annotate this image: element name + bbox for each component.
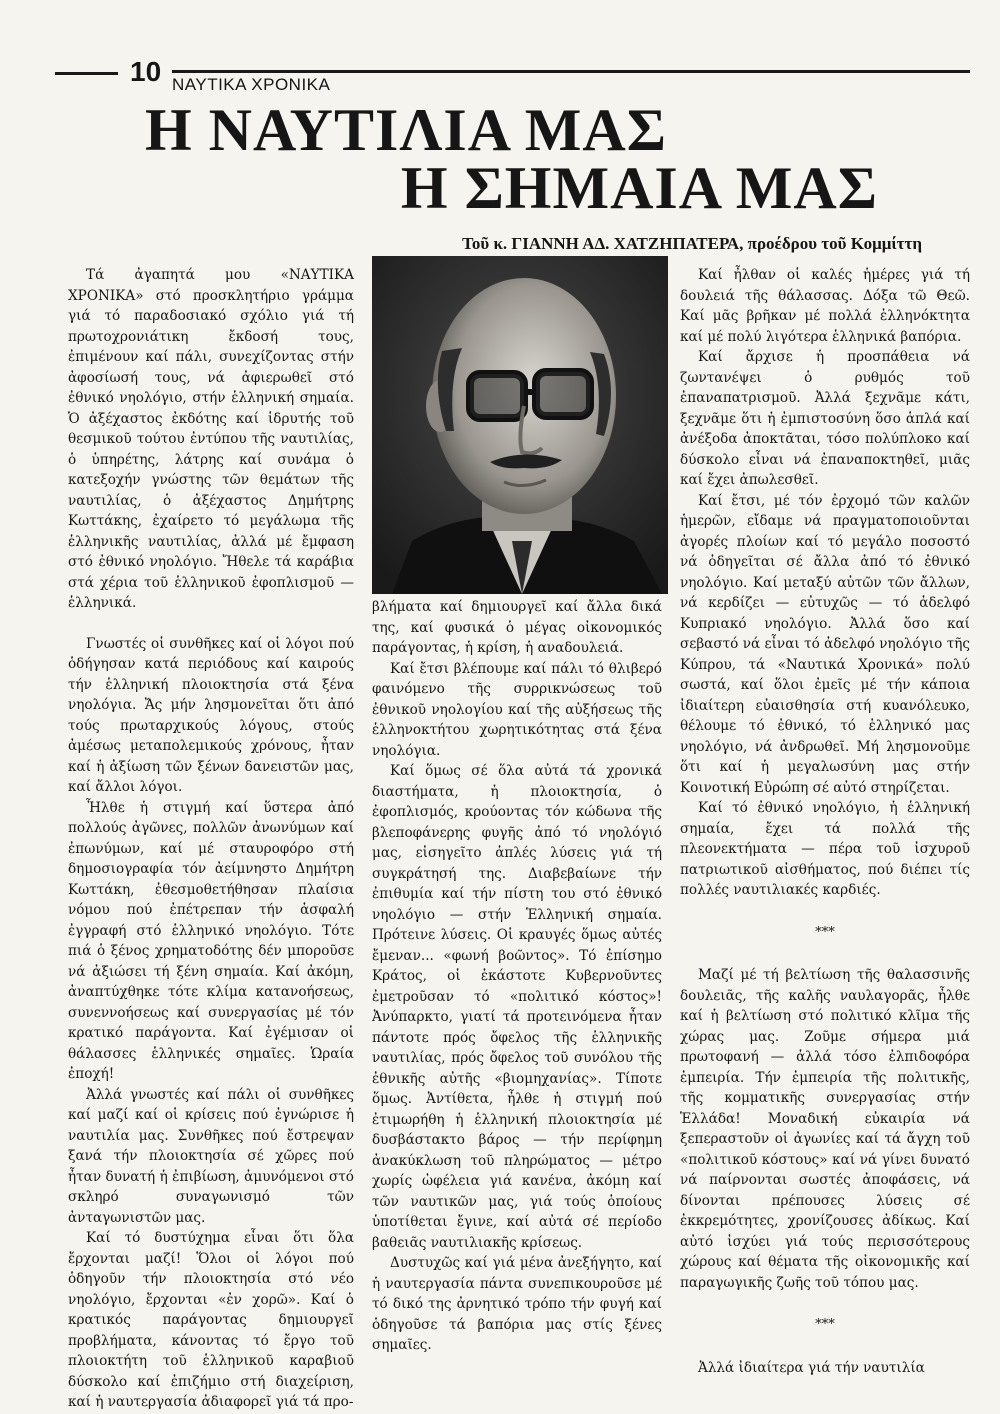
paragraph: Ἀλλά ἰδιαίτερα γιά τήν ναυτιλία [698,1359,925,1376]
byline: Τοῦ κ. ΓΙΑΝΝΗ ΑΔ. ΧΑΤΖΗΠΑΤΕΡΑ, προέδρου τοῦ Κομμίττη [462,234,922,253]
paragraph: Ἀλλά γνωστές καί πάλι οἱ συνθῆκες καί μαζί καί οἱ κρίσεις πού ἐγνώρισε ἡ ναυτιλία μας. Συνθῆκες πού ἔστρεψαν ξανά τήν πλοιοκτησία σέ χῶρες πού ἦταν δυνατή ἡ ἐπιβίωση, ἀμυνόμενοι στό σκληρό συναγωνισμό τῶν ἀνταγωνιστῶν μας. [68,1086,354,1226]
paragraph: Καί τό δυστύχημα εἶναι ὅτι ὅλα ἔρχονται μαζί! Ὅλοι οἱ λόγοι πού ὁδηγοῦν τήν πλοιοκτησία στό νέο νηολόγιο, ἔρχονται «ἐν χορῶ». Καί ὁ κρατικός παράγοντας δημιουργεῖ προβλήματα, κάνοντας τό ἔργο τοῦ πλοιοκτήτη τοῦ ἑλληνικοῦ καραβιοῦ δύσκολο καί ἐπιζήμιο στή διαχείριση, καί ἡ ναυτεργασία ἀδιαφορεῖ γιά τά προ- [68,1230,354,1410]
paragraph: Καί ἔτσι βλέπουμε καί πάλι τό θλιβερό φαινόμενο τῆς συρρικνώσεως τοῦ ἐθνικοῦ νηολογίου καί τῆς αὐξήσεως τῆς ἑλληνοκτήτου χωρητικότητας στά ξένα νηολόγια. [372,660,662,759]
section-separator: *** [815,924,835,940]
paragraph: Καί τό ἐθνικό νηολόγιο, ἡ ἑλληνική σημαία, ἔχει τά πολλά τῆς πλεονεκτήματα — πέρα τοῦ ἰσχυροῦ πατριωτικοῦ αἰσθήματος, πού διέπει τίς πολλές ναυτιλιακές καρδιές. [680,800,970,898]
paragraph: Δυστυχῶς καί γιά μένα ἀνεξήγητο, καί ἡ ναυτεργασία πάντα συνεπικουροῦσε μέ τό δικό της ἀρνητικό τρόπο τήν φυγή καί ὁδηγοῦσε τά βαπόρια μας στίς ξένες σημαῖες. [372,1255,662,1353]
article-title-line-1: Η ΝΑΥΤΙΛΙΑ ΜΑΣ [145,97,667,163]
paragraph: βλήματα καί δημιουργεῖ καί ἄλλα δικά της, καί φυσικά ὁ μέγας οἰκονομικός παράγοντας, ἡ κρίση, ἡ αναδουλειά. [372,599,662,656]
article-column-2 [372,597,662,1356]
paragraph: Καί ἄρχισε ἡ προσπάθεια νά ζωντανέψει ὁ ρυθμός τοῦ ἐπαναπατρισμοῦ. Ἀλλά ξεχνᾶμε κάτι, ξεχνᾶμε ὅτι ἡ ἐμπιστοσύνη ὅσο ἁπλά καί ἀνέξοδα ἀποκτᾶται, τόσο πολύπλοκο καί δύσκολο εἶναι νά ἐπαναποκτηθεῖ, μιᾶς καί ἔχει ἀπωλεσθεῖ. [680,349,970,488]
magazine-name: ΝΑΥΤΙΚΑ ΧΡΟΝΙΚΑ [172,75,331,94]
page-number: 10 [130,56,162,87]
paragraph: Μαζί μέ τή βελτίωση τῆς θαλασσινῆς δουλειᾶς, τῆς καλῆς ναυλαγορᾶς, ἦλθε καί ἡ βελτίωση στό πολιτικό κλῖμα τῆς χώρας μας. Ζοῦμε σήμερα μιά πρωτοφανή — ἀλλά τόσο ἐλπιδοφόρα ἐμπειρία. Τήν ἐμπειρία τῆς πολιτικῆς, τῆς κομματικῆς συνεργασίας στήν Ἑλλάδα! Μοναδική εὐκαιρία νά ξεπεραστοῦν οἱ ἀγωνίες καί τά ἄγχη τοῦ «πολιτικοῦ κόστους» καί νά γίνει δυνατό νά παίρνονται σωστές ἀποφάσεις, νά δίνονται πρέπουσες λύσεις σέ ἐκκρεμότητες, χρονίζουσες ἀδίκως. Καί αὐτό ἰσχύει γιά τούς περισσότερους χώρους καί θέματα τῆς οἰκονομικῆς καί παραγωγικῆς ζωῆς τοῦ τόπου μας. [680,967,970,1291]
paragraph: Καί ἦλθαν οἱ καλές ἡμέρες γιά τή δουλειά τῆς θάλασσας. Δόξα τῶ Θεῶ. Καί μᾶς βρῆκαν μέ πολλά ἑλληνόκτητα καί μέ πολύ λιγότερα ἑλληνικά βαπόρια. [680,267,970,345]
author-portrait-photo [372,256,668,594]
header-rule-right [172,70,970,73]
section-separator: *** [815,1317,835,1332]
article-column-3 [680,265,970,1378]
article-title-line-2: Η ΣΗΜΑΙΑ ΜΑΣ [400,155,878,221]
paragraph: Ἦλθε ἡ στιγμή καί ὕστερα ἀπό πολλούς ἀγῶνες, πολλῶν ἀνωνύμων καί ἐπωνύμων, καί μέ σταυροφόρο στή δημοσιογραφία τόν ἀείμνηστο Δημήτρη Κωττάκη, ἐθεσμοθετήθησαν πλαίσια νόμου πού ἐπέτρεπαν τήν ἀσφαλή ἐγγραφή στό ἑλληνικό νηολόγιο. Τότε πιά ὁ ξένος χρηματοδότης δέν μποροῦσε νά ἀξιώσει τή ξένη σημαία. Καί ἀκόμη, ἀναπτύχθηκε τότε κλίμα κατανοήσεως, συνεννοήσεως καί συνεργασίας μέ τόν κρατικό παράγοντα. Καί ἐγέμισαν οἱ θάλασσες ἑλληνικές σημαῖες. Ὡραία ἐποχή! [68,799,354,1082]
article-column-1 [68,265,354,1413]
paragraph: Γνωστές οἱ συνθῆκες καί οἱ λόγοι πού ὁδήγησαν κατά περιόδους καί καιρούς τήν ἑλληνική πλοιοκτησία στά ξένα νηολόγια. Ἄς μήν λησμονεῖται ὅτι ἀπό τούς πρωταρχικούς λόγους, στούς ἀμέσως μεταπολεμικούς χρόνους, ἦταν καί ἡ ἀξίωση τῶν ξένων δανειστῶν μας, καί ἄλλοι λόγοι. [68,635,354,795]
paragraph: Καί ὅμως σέ ὅλα αὐτά τά χρονικά διαστήματα, ἡ πλοιοκτησία, ὁ ἐφοπλισμός, κρούοντας τόν κώδωνα τῆς βλεποφάνερης φυγῆς ἀπό τό νηολόγιό μας, εἰσηγεῖτο ἁπλές λύσεις γιά τή συγκράτησή της. Διαβεβαίωνε τήν ἐπιθυμία καί τήν πίστη του στό ἐθνικό νηολόγιο — στήν Ἑλληνική σημαία. Πρότεινε λύσεις. Οἱ κραυγές ὅμως αὐτές ἔμεναν... «φωνή βοῶντος». Τό ἐπίσημο Κράτος, οἱ ἑκάστοτε Κυβερνοῦντες ἐμετροῦσαν τό «πολιτικό κόστος»! Ἀνύπαρκτο, γιατί τά προτεινόμενα ἦταν πάντοτε πρός ὄφελος τῆς ἑλληνικῆς ναυτιλίας, πρός ὄφελος τοῦ συνόλου τῆς ἐθνικῆς αὐτῆς «βιομηχανίας». Τίποτε ὅμως. Ἀντίθετα, ἦλθε ἡ στιγμή πού ἐτιμωρήθη ἡ ἑλληνική πλοιοκτησία μέ δυσβάστακτο βάρος — τήν περίφημη ἀνακύκλωση τοῦ πληρώματος — μέτρο χωρίς ὠφέλεια γιά κανένα, ἀκόμη καί τῶν ναυτικῶν μας, γιά τούς ὁποίους ὑποτίθεται ἔγινε, καί αὐτά σέ περίοδο βαθειᾶς ναυτιλιακῆς κρίσεως. [372,763,662,1251]
paragraph: Τά ἀγαπητά μου «ΝΑΥΤΙΚΑ ΧΡΟΝΙΚΑ» στό προσκλητήριο γράμμα γιά τό παραδοσιακό σχόλιο γιά τή πρωτοχρονιάτικη ἔκδοσή τους, ἐπιμένουν καί πάλι, συνεχίζοντας στήν ἀφοσίωσή τους, νά ἀφιερωθεῖ στό ἐθνικό νηολόγιο, στήν ἑλληνική σημαία. Ὁ ἀξέχαστος ἐκδότης καί ἱδρυτής τοῦ θεσμικοῦ τούτου ἐντύπου τῆς ναυτιλίας, ὁ ὑπηρέτης, λάτρης καί συνάμα ὁ κατεξοχήν γνώστης τῶν θεμάτων τῆς ναυτιλίας, ὁ ἀξέχαστος Δημήτρης Κωττάκης, ἐχαίρετο τό μεγάλωμα τῆς ἑλληνικῆς ναυτιλίας, ἀλλά μέ ἔμφαση στό ἐθνικό νηολόγιο. Ἤθελε τά καράβια στά χέρια τοῦ ἑλληνικοῦ ἐφοπλισμοῦ — ἑλληνικά. [68,267,354,611]
header-rule-left [55,72,118,75]
paragraph: Καί ἔτσι, μέ τόν ἐρχομό τῶν καλῶν ἡμερῶν, εἴδαμε νά πραγματοποιοῦνται ἀγορές πλοίων καί τό μεγάλο ποσοστό νά ὁδηγεῖται σέ ἄλλα ἀπό τό ἐθνικό νηολόγιο. Καί μεταξύ αὐτῶν τῶν ἄλλων, νά κερδίζει — εὐτυχῶς — τό ἀδελφό Κυπριακό νηολόγιο. Ἀλλά ὅσο καί σεβαστό νά εἶναι τό ἀδελφό νηολόγιο τῆς Κύπρου, τά «Ναυτικά Χρονικά» πολύ σωστά, καί ὅλοι ἐμεῖς μέ τήν κάποια ἰδιαίτερη εὐαισθησία στή κυανόλευκο, θέλουμε τό ἐθνικό, τό ἑλληνικό μας νηολόγιο, νά ἀνδρωθεῖ. Μή λησμονοῦμε ὅτι καί ἡ μεγαλωσύνη μας στήν Κοινοτική Εὐρώπη σέ αὐτό στηρίζεται. [680,492,970,796]
